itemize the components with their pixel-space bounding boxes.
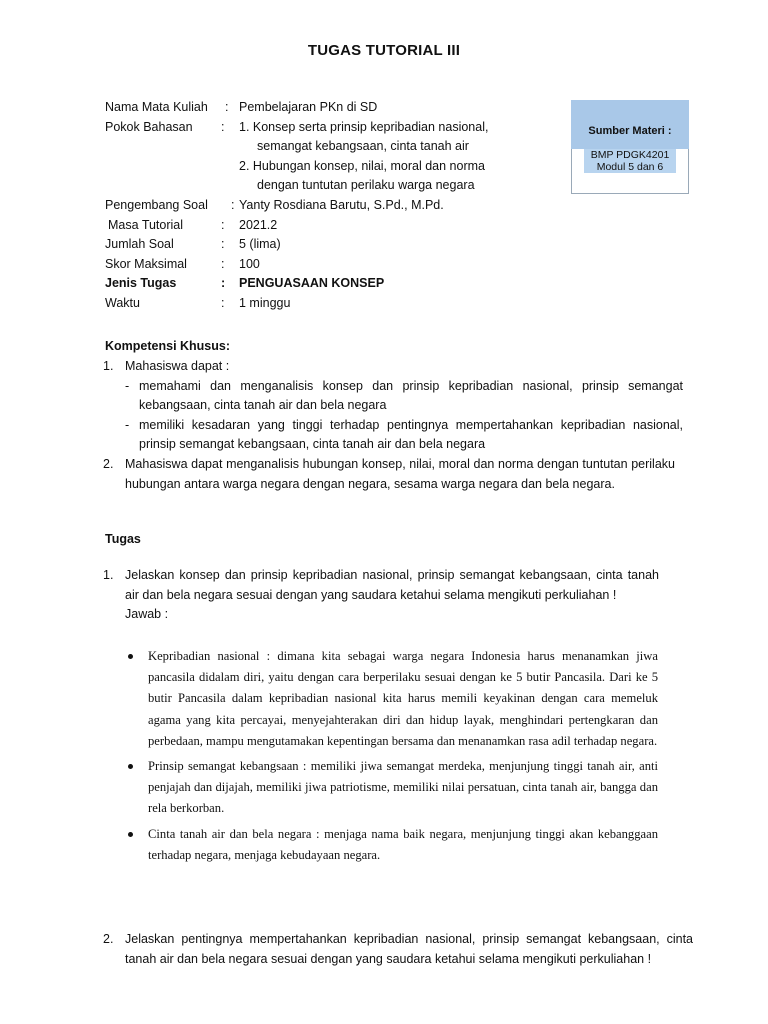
info-value: Pembelajaran PKn di SD [239,100,378,114]
info-label: Nama Mata Kuliah [105,100,208,114]
competency-text: Mahasiswa dapat menganalisis hubungan konsep, nilai, moral dan norma dengan tuntutan perilaku hubungan antara warga negara dengan negara, sesama warga negara dan bela negara. [125,456,675,491]
answer-text: Cinta tanah air dan bela negara : menjaga nama baik negara, menjunjung tinggi akan kebanggaan terhadap negara, menjaga kebudayaan negara. [148,826,658,862]
dash-marker: - [125,378,130,393]
info-value: 5 (lima) [239,237,281,252]
source-line: Modul 5 dan 6 [596,161,664,173]
question-number: 1. [103,568,114,582]
info-value: PENGUASAAN KONSEP [239,276,385,291]
info-label: Waktu [105,295,140,310]
answer-text: Kepribadian nasional : dimana kita sebagai warga negara Indonesia harus menanamkan jiwa pancasila didalam diri, yaitu dengan cara berperilaku sesuai dengan ke 5 butir Pancasila. Dari ke 5 butir Pancasila dalam kepribadian nasional kita harus memili keyakinan dengan cara memeluk agama yang kita percayai, menyejahterakan diri dan hidup layak, menghindari pertengkaran dan perbedaan, mampu mengutamakan kepentingan bersama dan menanamkan rasa adil terhadap negara. [148,649,658,748]
page-title: TUGAS TUTORIAL III [307,42,461,59]
subitem-text: memahami dan menganalisis konsep dan prinsip kepribadian nasional, prinsip semangat kebangsaan, cinta tanah air dan bela negara [139,378,683,413]
subitem-text: memiliki kesadaran yang tinggi terhadap pentingnya mempertahankan kepribadian nasional, prinsip semangat kebangsaan, cinta tanah air dan bela negara [139,417,683,452]
info-label: Skor Maksimal [105,256,187,271]
info-colon: : [221,237,225,252]
info-colon: : [221,256,225,271]
info-value: semangat kebangsaan, cinta tanah air [257,139,469,154]
question-1 [103,566,659,625]
info-colon: : [221,276,226,291]
answer-list [124,646,658,870]
info-label: Masa Tutorial [108,217,184,232]
source-box-body [584,149,676,173]
source-heading: Sumber Materi : [588,125,672,137]
question-text: Jelaskan konsep dan prinsip kepribadian nasional, prinsip semangat kebangsaan, cinta tanah air dan bela negara sesuai dengan yang saudara ketahui selama mengikuti perkuliahan ! [125,568,659,602]
competency-subitem [125,377,683,416]
answer-bullet [124,646,658,752]
dash-marker: - [125,417,130,432]
info-value: 1. Konsep serta prinsip kepribadian nasional, [239,119,489,134]
source-line: BMP PDGK4201 [590,149,670,161]
info-value: 1 minggu [239,295,291,310]
info-value: 2. Hubungan konsep, nilai, moral dan norma [239,158,485,173]
answer-text: Prinsip semangat kebangsaan : memiliki jiwa semangat merdeka, menjunjung tinggi tanah air, anti penjajah dan dijajah, memiliki jiwa patriotisme, memiliki nilai persatuan, cinta tanah air, bangga dan rela berkorban. [148,759,658,816]
competency-item [103,357,683,455]
info-colon: : [231,197,235,212]
info-label: Jumlah Soal [105,237,174,252]
bullet-dot [128,764,133,769]
competency-list [103,357,683,494]
task-heading: Tugas [105,532,141,546]
info-colon: : [221,217,225,232]
bullet-dot [128,832,133,837]
bullet-dot [128,654,133,659]
item-number: 1. [103,359,114,373]
info-value: dengan tuntutan perilaku warga negara [257,178,475,193]
info-label: Jenis Tugas [105,276,177,291]
competency-text: Mahasiswa dapat : [125,359,230,373]
question-2 [103,930,693,969]
question-number: 2. [103,932,114,946]
info-value: Yanty Rosdiana Barutu, S.Pd., M.Pd. [239,197,444,212]
competency-subitem [125,416,683,455]
source-box-header [571,100,689,149]
info-label: Pokok Bahasan [105,119,193,134]
question-item [103,566,659,605]
answer-bullet [124,756,658,820]
competency-heading: Kompetensi Khusus: [105,339,231,353]
competency-item [103,455,675,494]
source-material-box [571,100,689,194]
info-colon: : [221,119,225,134]
answer-label: Jawab : [125,607,169,622]
answer-bullet [124,824,658,866]
info-value: 2021.2 [239,217,278,232]
info-label: Pengembang Soal [105,197,208,212]
info-value: 100 [239,256,260,271]
question-item [103,930,693,969]
question-text: Jelaskan pentingnya mempertahankan kepribadian nasional, prinsip semangat kebangsaan, cinta tanah air dan bela negara sesuai dengan yang saudara ketahui selama mengikuti perkuliahan ! [125,932,693,966]
info-colon: : [225,100,229,114]
info-colon: : [221,295,225,310]
item-number: 2. [103,456,114,471]
